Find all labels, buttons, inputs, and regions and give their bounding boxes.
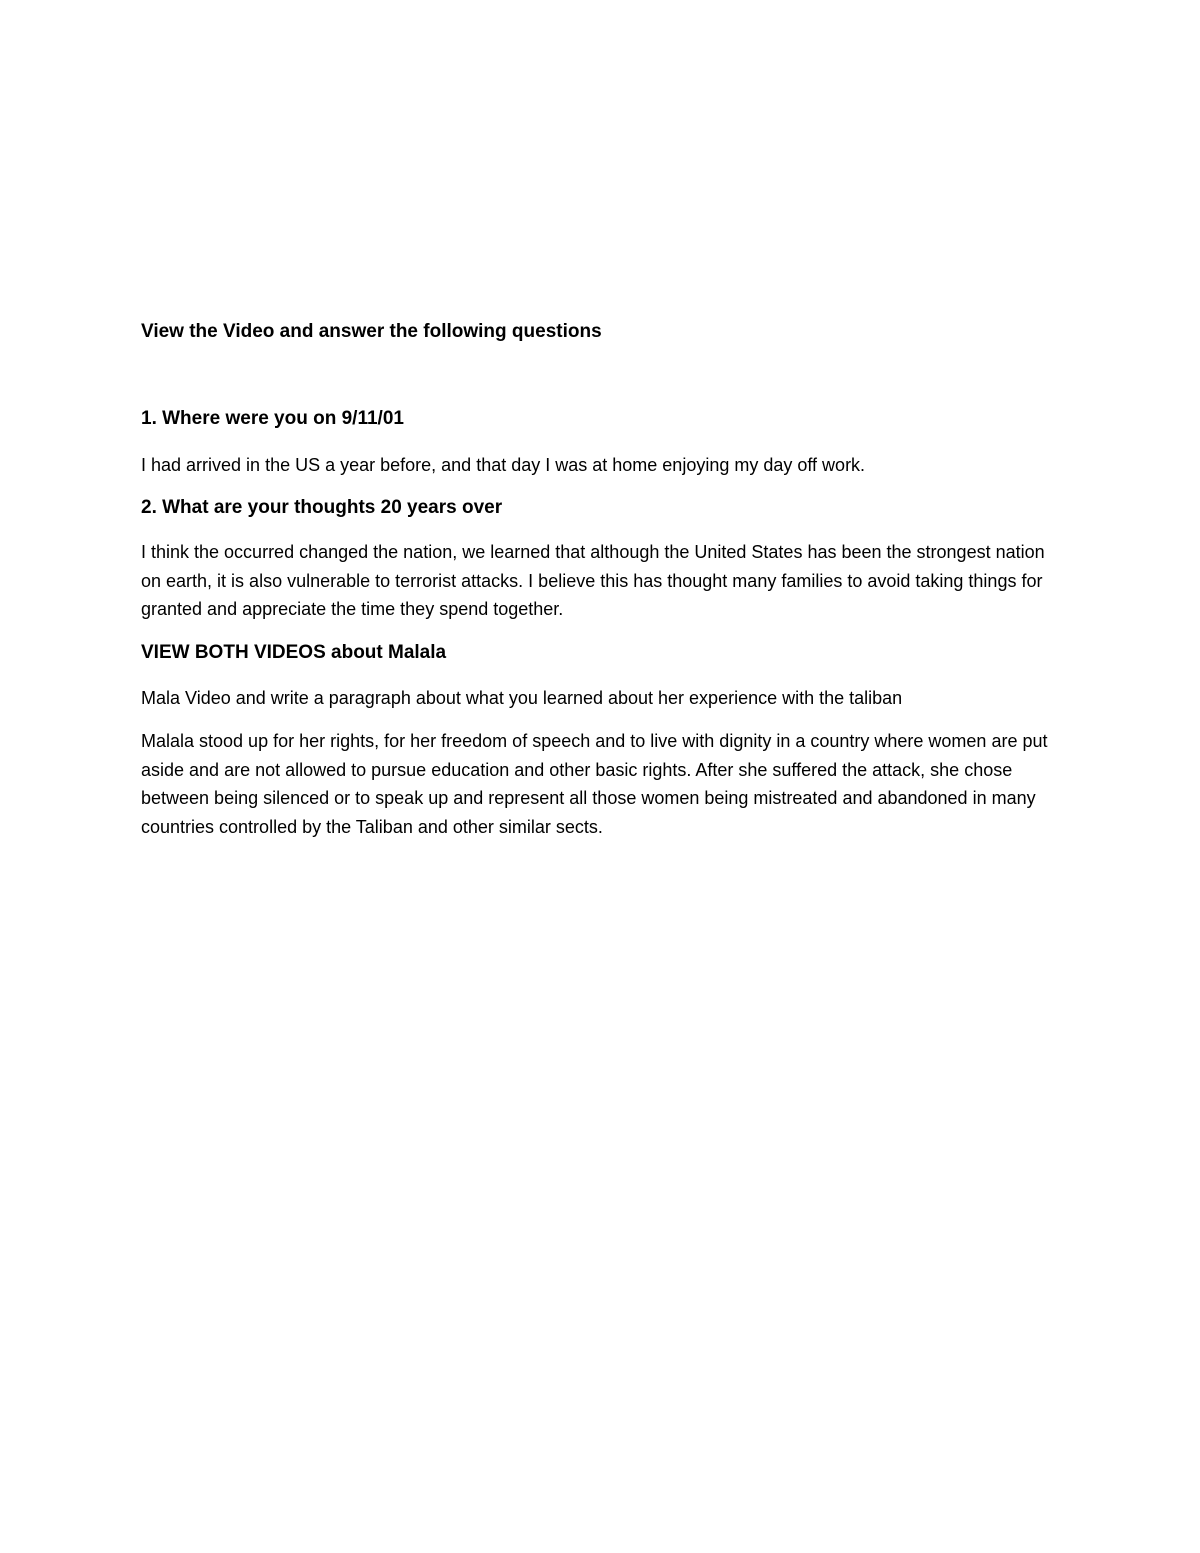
section-heading-malala: VIEW BOTH VIDEOS about Malala (141, 642, 447, 663)
document-title: View the Video and answer the following questions (141, 321, 602, 342)
question-1: 1. Where were you on 9/11/01 (141, 408, 404, 429)
task-prompt: Mala Video and write a paragraph about what you learned about her experience with the taliban (141, 688, 903, 708)
answer-malala: Malala stood up for her rights, for her freedom of speech and to live with dignity in a country where women are put aside and are not allowed to pursue education and other basic rights. After she suffered the attack, she chose between being silenced or to speak up and represent all those women being mistreated and abandoned in many countries controlled by the Taliban and other similar sects. (141, 731, 1048, 837)
question-2: 2. What are your thoughts 20 years over (141, 497, 503, 518)
answer-1: I had arrived in the US a year before, and that day I was at home enjoying my day off work. (141, 455, 866, 475)
answer-2: I think the occurred changed the nation, we learned that although the United States has been the strongest nation on earth, it is also vulnerable to terrorist attacks. I believe this has thought many families to avoid taking things for granted and appreciate the time they spend together. (141, 542, 1045, 619)
